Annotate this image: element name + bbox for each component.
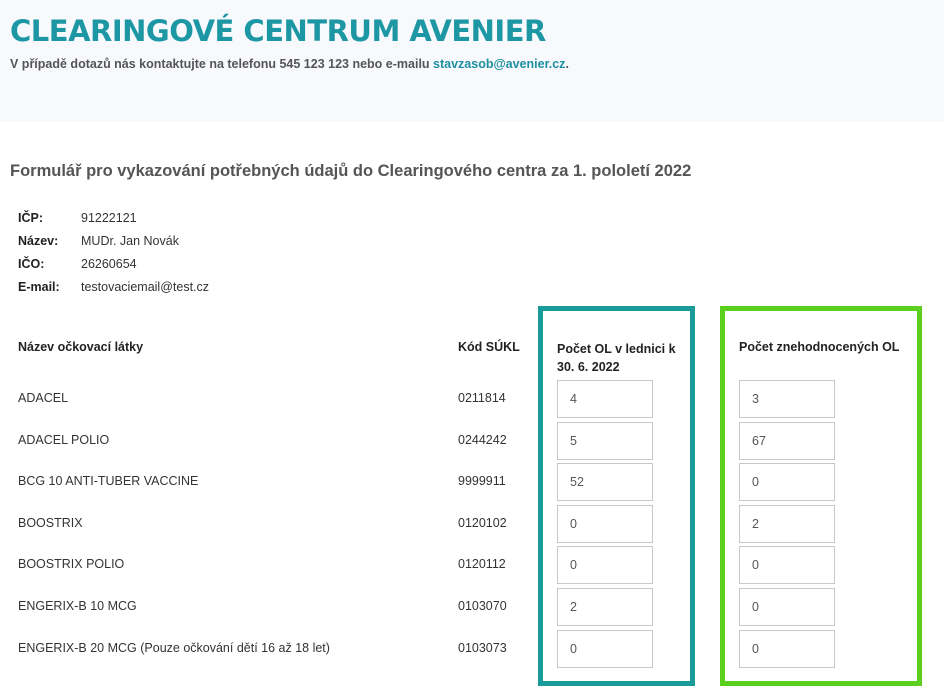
vaccine-name: BOOSTRIX POLIO	[18, 557, 125, 572]
contact-line	[10, 57, 569, 71]
sukl-code: 0120112	[458, 557, 506, 572]
devalued-count-input[interactable]	[739, 588, 835, 626]
devalued-count-input[interactable]	[739, 546, 835, 584]
col-header-fridge-line1: Počet OL v lednici k	[557, 342, 676, 356]
contact-suffix: .	[565, 57, 569, 71]
devalued-count-input[interactable]	[739, 505, 835, 543]
devalued-count-input[interactable]	[739, 630, 835, 668]
info-value: 91222121	[81, 211, 137, 225]
fridge-count-input[interactable]	[557, 463, 653, 501]
info-value: 26260654	[81, 257, 137, 271]
contact-text: V případě dotazů nás kontaktujte na telefonu 545 123 123 nebo e-mailu	[10, 57, 434, 71]
devalued-count-input[interactable]	[739, 380, 835, 418]
col-header-name: Název očkovací látky	[18, 340, 144, 354]
info-value: MUDr. Jan Novák	[81, 234, 179, 248]
brand-title: CLEARINGOVÉ CENTRUM AVENIER	[10, 14, 546, 48]
fridge-count-input[interactable]	[557, 546, 653, 584]
fridge-count-input[interactable]	[557, 630, 653, 668]
col-header-devalued: Počet znehodnocených OL	[739, 340, 900, 354]
vaccine-name: ADACEL POLIO	[18, 432, 110, 447]
info-label: IČO:	[18, 257, 45, 271]
col-header-code: Kód SÚKL	[458, 340, 520, 354]
sukl-code: 0120102	[458, 515, 507, 530]
info-value: testovaciemail@test.cz	[81, 280, 210, 294]
sukl-code: 9999911	[458, 474, 506, 489]
col-header-fridge-line2: 30. 6. 2022	[557, 360, 620, 374]
fridge-count-input[interactable]	[557, 588, 653, 626]
sukl-code: 0103073	[458, 640, 507, 655]
info-label: E-mail:	[18, 280, 60, 294]
contact-email-link[interactable]: stavzasob@avenier.cz	[433, 57, 566, 71]
col-header-fridge	[557, 340, 676, 376]
info-label: IČP:	[18, 211, 43, 225]
fridge-count-input[interactable]	[557, 422, 653, 460]
page-header	[0, 0, 944, 122]
fridge-count-input[interactable]	[557, 380, 653, 418]
sukl-code: 0244242	[458, 432, 507, 447]
vaccine-name: ENGERIX-B 10 MCG	[18, 599, 137, 613]
vaccine-name: ENGERIX-B 20 MCG (Pouze očkování dětí 16 až 18 let)	[18, 640, 330, 655]
devalued-count-input[interactable]	[739, 422, 835, 460]
sukl-code: 0103070	[458, 599, 507, 613]
vaccine-name: BOOSTRIX	[18, 515, 83, 530]
form-title: Formulář pro vykazování potřebných údajů do Clearingového centra za 1. pololetí 2022	[10, 162, 692, 180]
vaccine-name: ADACEL	[18, 391, 69, 405]
sukl-code: 0211814	[458, 391, 506, 405]
vaccine-name: BCG 10 ANTI-TUBER VACCINE	[18, 474, 199, 489]
devalued-count-input[interactable]	[739, 463, 835, 501]
info-label: Název:	[18, 234, 59, 248]
fridge-count-input[interactable]	[557, 505, 653, 543]
